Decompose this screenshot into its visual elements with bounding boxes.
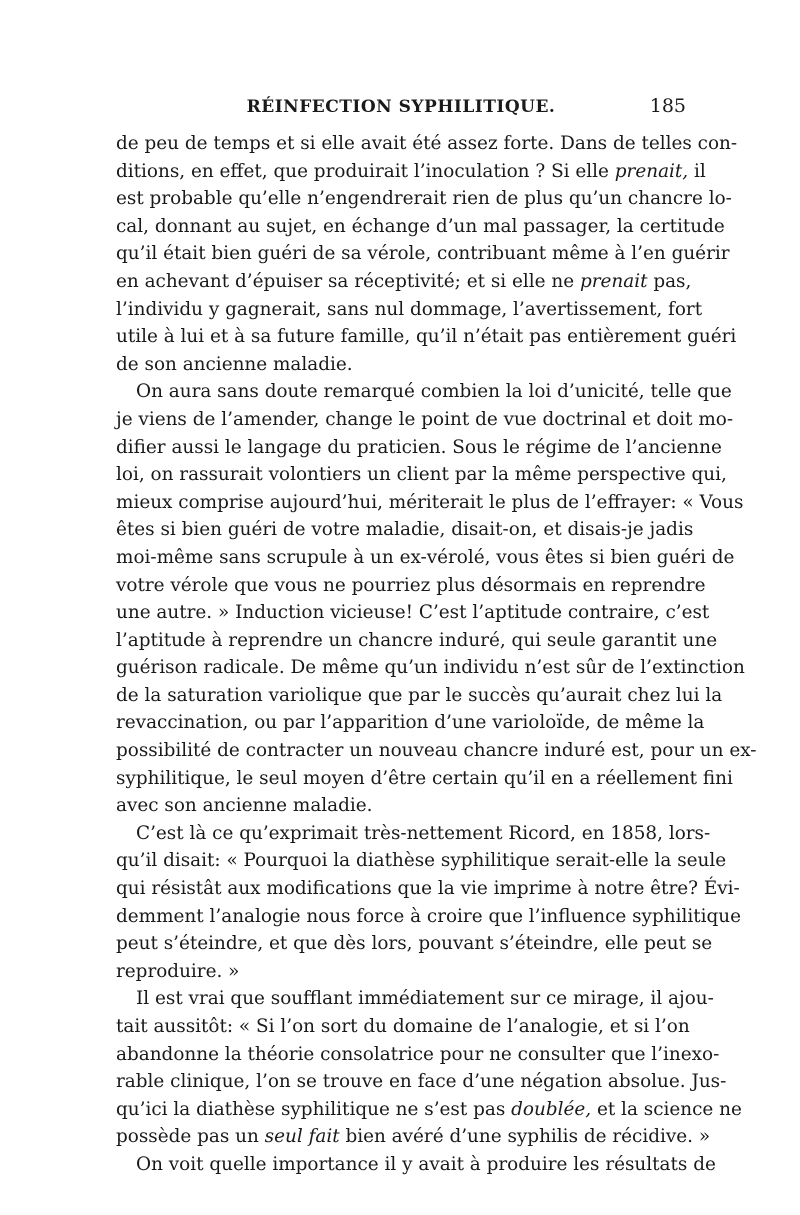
text-run: C’est là ce qu’exprimait très-nettement Ricord, en 1858, lors- xyxy=(136,822,711,844)
running-head xyxy=(116,95,686,125)
text-line xyxy=(116,489,744,517)
text-line xyxy=(116,903,741,931)
page-number: 185 xyxy=(649,95,686,117)
text-line xyxy=(116,185,732,213)
italic-text-run: seul fait xyxy=(264,1126,340,1148)
text-run: l’aptitude à reprendre un chancre induré, qui seule garantit une xyxy=(116,629,718,651)
text-run: l’individu y gagnerait, sans nul dommage, l’avertissement, fort xyxy=(116,298,703,320)
text-run: qui résistât aux modifications que la vie imprime à notre être? Évi- xyxy=(116,878,740,900)
text-line xyxy=(116,158,706,186)
text-line xyxy=(116,1123,711,1151)
text-run: une autre. » Induction vicieuse! C’est l’aptitude contraire, c’est xyxy=(116,602,710,624)
text-line xyxy=(116,985,714,1013)
text-run: reproduire. » xyxy=(116,960,240,982)
text-line xyxy=(116,875,740,903)
text-line xyxy=(116,958,686,986)
text-line xyxy=(116,434,722,462)
running-title: RÉINFECTION SYPHILITIQUE. xyxy=(246,97,556,117)
text-run: moi-même sans scrupule à un ex-vérolé, vous êtes si bien guéri de xyxy=(116,546,735,568)
text-run: rable clinique, l’on se trouve en face d’une négation absolue. Jus- xyxy=(116,1071,727,1093)
text-line xyxy=(116,765,733,793)
text-run: de peu de temps et si elle avait été assez forte. Dans de telles con- xyxy=(116,133,738,154)
text-line xyxy=(116,737,757,765)
text-line xyxy=(116,378,732,406)
text-line xyxy=(116,654,745,682)
text-run: êtes si bien guéri de votre maladie, disait-on, et disais-je jadis xyxy=(116,519,694,541)
text-line xyxy=(116,516,694,544)
text-run: revaccination, ou par l’apparition d’une varioloïde, de même la xyxy=(116,712,705,734)
text-run: de la saturation variolique que par le succès qu’aurait chez lui la xyxy=(116,684,723,706)
text-run: On aura sans doute remarqué combien la loi d’unicité, telle que xyxy=(136,381,732,403)
text-line xyxy=(116,572,706,600)
text-line xyxy=(116,599,710,627)
text-line xyxy=(116,406,734,434)
text-run: Il est vrai que soufflant immédiatement sur ce mirage, il ajou- xyxy=(136,988,714,1010)
text-run: de son ancienne maladie. xyxy=(116,353,353,375)
text-run: votre vérole que vous ne pourriez plus désormais en reprendre xyxy=(116,574,706,596)
text-run: qu’il disait: « Pourquoi la diathèse syphilitique serait-elle la seule xyxy=(116,850,727,872)
text-run: qu’ici la diathèse syphilitique ne s’est pas xyxy=(116,1098,512,1120)
text-line xyxy=(116,930,713,958)
text-line xyxy=(116,268,692,296)
text-line xyxy=(116,847,727,875)
text-run: On voit quelle importance il y avait à produire les résultats de xyxy=(136,1153,716,1175)
text-run: mieux comprise aujourd’hui, mériterait le plus de l’effrayer: « Vous xyxy=(116,491,744,513)
text-line xyxy=(116,323,737,351)
body-text xyxy=(116,130,757,1179)
text-run: syphilitique, le seul moyen d’être certain qu’il en a réellement fini xyxy=(116,767,733,789)
text-run: loi, on rassurait volontiers un client par la même perspective qui, xyxy=(116,464,727,486)
italic-text-run: prenait xyxy=(579,270,648,292)
text-line xyxy=(116,544,735,572)
text-line xyxy=(116,213,725,241)
text-line xyxy=(116,1151,716,1179)
text-line xyxy=(116,130,738,158)
text-run: cal, donnant au sujet, en échange d’un mal passager, la certitude xyxy=(116,215,725,237)
text-run: il xyxy=(688,160,706,182)
text-run: et la science ne xyxy=(591,1098,742,1120)
italic-text-run: doublée, xyxy=(511,1098,592,1120)
text-run: utile à lui et à sa future famille, qu’il n’était pas entièrement guéri xyxy=(116,326,737,348)
text-line xyxy=(116,682,723,710)
text-run: en achevant d’épuiser sa réceptivité; et si elle ne xyxy=(116,270,580,292)
text-run: peut s’éteindre, et que dès lors, pouvant s’éteindre, elle peut se xyxy=(116,933,713,955)
text-run: avec son ancienne maladie. xyxy=(116,795,373,817)
text-line xyxy=(116,351,686,379)
text-run: bien avéré d’une syphilis de récidive. » xyxy=(339,1126,711,1148)
text-run: est probable qu’elle n’engendrerait rien de plus qu’un chancre lo- xyxy=(116,188,732,210)
text-line xyxy=(116,1013,690,1041)
italic-text-run: prenait, xyxy=(614,160,689,182)
text-run: pas, xyxy=(647,270,692,292)
text-line xyxy=(116,709,705,737)
text-line xyxy=(116,820,711,848)
text-run: guérison radicale. De même qu’un individu n’est sûr de l’extinction xyxy=(116,657,745,679)
text-run: difier aussi le langage du praticien. Sous le régime de l’ancienne xyxy=(116,436,722,458)
text-line xyxy=(116,1041,720,1069)
text-line xyxy=(116,1068,727,1096)
text-run: qu’il était bien guéri de sa vérole, contribuant même à l’en guérir xyxy=(116,243,730,265)
text-line xyxy=(116,792,686,820)
text-run: abandonne la théorie consolatrice pour ne consulter que l’inexo- xyxy=(116,1043,720,1065)
text-run: possède pas un xyxy=(116,1126,265,1148)
text-run: possibilité de contracter un nouveau chancre induré est, pour un ex- xyxy=(116,740,757,762)
text-line xyxy=(116,627,718,655)
text-line xyxy=(116,296,703,324)
text-run: demment l’analogie nous force à croire que l’influence syphilitique xyxy=(116,905,741,927)
text-run: je viens de l’amender, change le point de vue doctrinal et doit mo- xyxy=(116,408,734,430)
text-line xyxy=(116,240,730,268)
text-run: tait aussitôt: « Si l’on sort du domaine de l’analogie, et si l’on xyxy=(116,1016,690,1037)
text-line xyxy=(116,461,727,489)
text-run: ditions, en effet, que produirait l’inoculation ? Si elle xyxy=(116,160,615,182)
text-line xyxy=(116,1096,742,1124)
